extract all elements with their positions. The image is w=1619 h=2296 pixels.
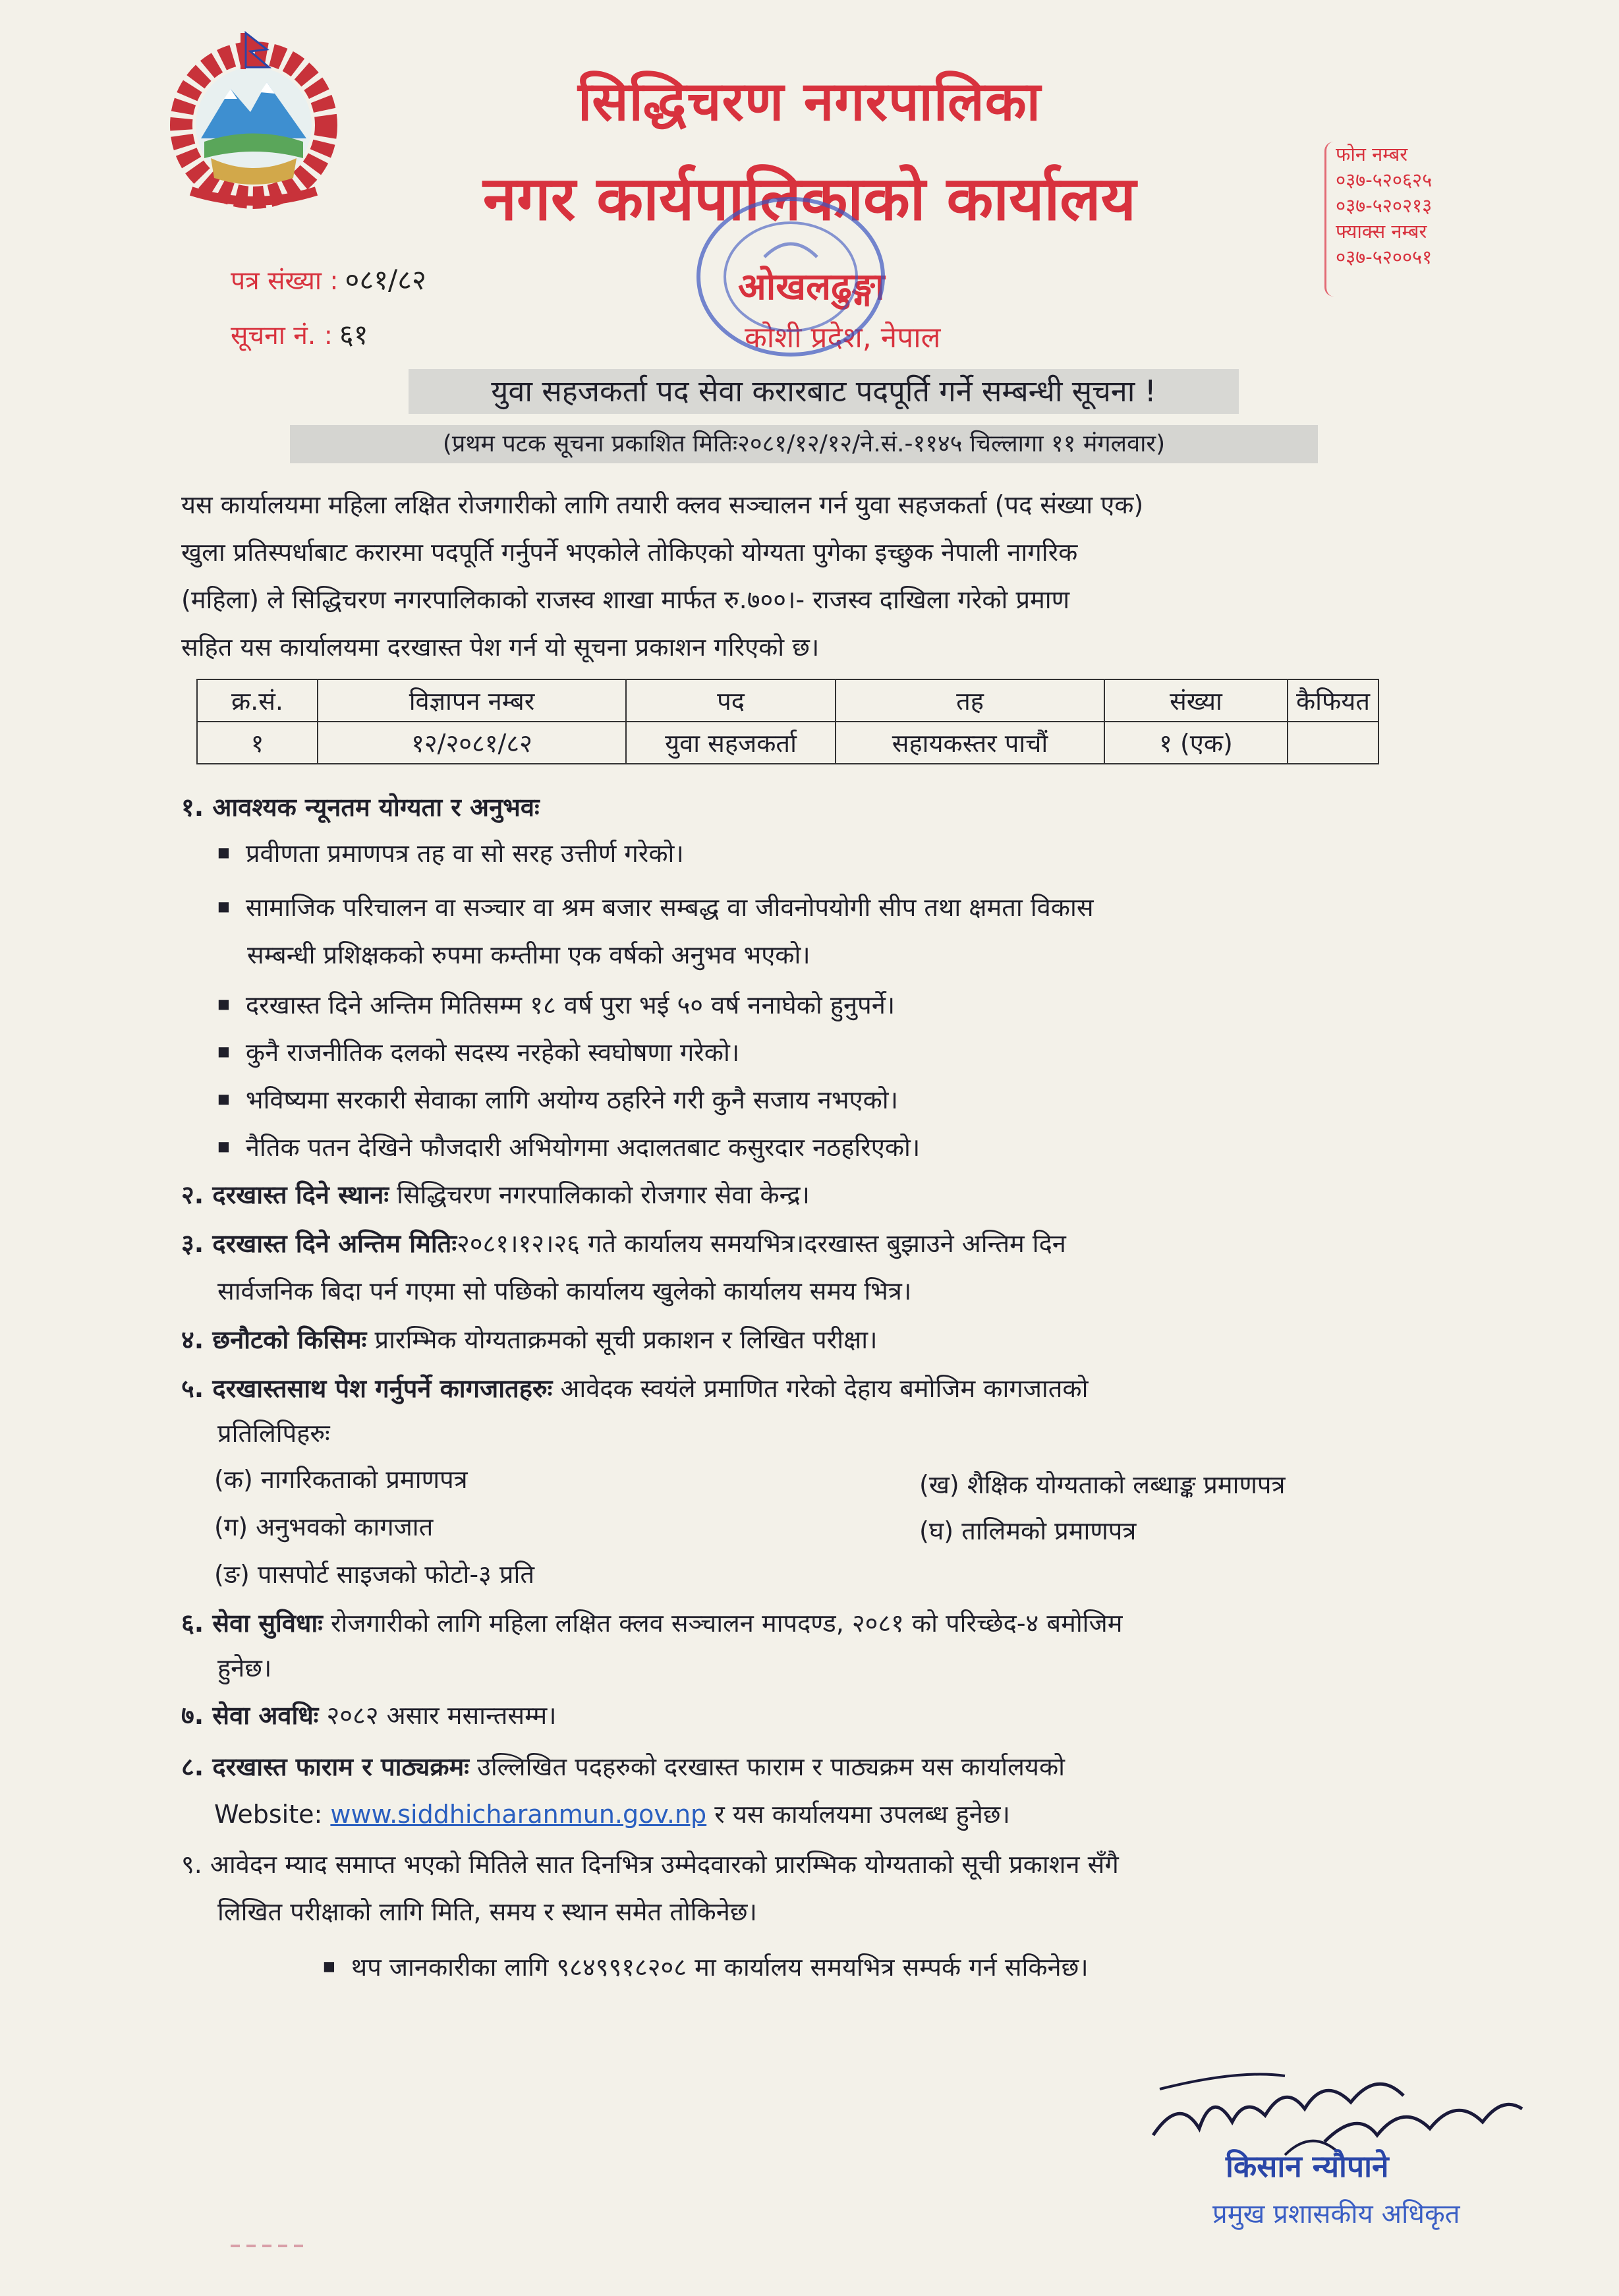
table-row [197, 722, 1378, 764]
letter-number [231, 260, 426, 298]
qualification-item: ■ सामाजिक परिचालन वा सञ्चार वा श्रम बजार सम्बद्ध वा जीवनोपयोगी सीप तथा क्षमता विकास [217, 890, 1094, 924]
section-7 [181, 1698, 557, 1732]
section-4-label: ४. छनौटको किसिमः [181, 1325, 367, 1354]
document-item: (ङ) पासपोर्ट साइजको फोटो-३ प्रति [214, 1560, 535, 1589]
document-item: (घ) तालिमको प्रमाणपत्र [919, 1516, 1137, 1545]
document-item: (ग) अनुभवको कागजात [214, 1512, 434, 1541]
table-cell: युवा सहजकर्ता [626, 722, 836, 764]
qualification-item: ■ भविष्यमा सरकारी सेवाका लागि अयोग्य ठहरिने गरी कुनै सजाय नभएको। [217, 1082, 898, 1116]
section-8-text: उल्लिखित पदहरुको दरखास्त फाराम र पाठ्यक्रम यस कार्यालयको [477, 1752, 1065, 1781]
table-cell: १२/२०८१/८२ [318, 722, 626, 764]
section-9: ९. आवेदन म्याद समाप्त भएको मितिले सात दिनभित्र उम्मेदवारको प्रारम्भिक योग्यताको सूची प्रकाशन सँगै [181, 1850, 1119, 1879]
qualification-item-continued: सम्बन्धी प्रशिक्षकको रुपमा कम्तीमा एक वर्षको अनुभव भएको। [247, 940, 810, 969]
intro-line: (महिला) ले सिद्धिचरण नगरपालिकाको राजस्व शाखा मार्फत रु.७००।- राजस्व दाखिला गरेको प्रमाण [181, 585, 1070, 614]
section-8-label: ८. दरखास्त फाराम र पाठ्यक्रमः [181, 1752, 469, 1781]
notice-subtitle: (प्रथम पटक सूचना प्रकाशित मितिः२०८१/१२/१२/ने.सं.-११४५ चिल्लागा ११ मंगलवार) [290, 425, 1318, 463]
table-header: तह [836, 679, 1104, 722]
notice-number-value: ६१ [339, 318, 368, 351]
letter-number-value: ०८१/८२ [345, 264, 426, 296]
signatory-name: किसान न्यौपाने [1226, 2148, 1389, 2184]
table-cell [1288, 722, 1378, 764]
table-cell: १ [197, 722, 318, 764]
section-4 [181, 1322, 878, 1356]
intro-line: खुला प्रतिस्पर्धाबाट करारमा पदपूर्ति गर्नुपर्ने भएकोले तोकिएको योग्यता पुगेका इच्छुक नेपाली नागरिक [181, 538, 1078, 567]
handwritten-signature-icon [1140, 2030, 1535, 2162]
section-6-label: ६. सेवा सुविधाः [181, 1609, 323, 1638]
table-header: क्र.सं. [197, 679, 318, 722]
intro-line: यस कार्यालयमा महिला लक्षित रोजगारीको लागि तयारी क्लव सञ्चालन गर्न युवा सहजकर्ता (पद संख्या एक) [181, 490, 1144, 519]
contact-note: ■ थप जानकारीका लागि ९८४९९१८२०८ मा कार्यालय समयभित्र सम्पर्क गर्न सकिनेछ। [323, 1949, 1089, 1984]
section-3 [181, 1226, 1066, 1260]
office-stamp-icon [685, 185, 896, 369]
section-2-label: २. दरखास्त दिने स्थानः [181, 1180, 389, 1209]
fax-label: फ्याक्स नम्बर [1336, 220, 1427, 243]
signatory-title: प्रमुख प्रशासकीय अधिकृत [1212, 2199, 1460, 2229]
notice-number-label: सूचना नं. : [231, 321, 333, 351]
section-6-text: रोजगारीको लागि महिला लक्षित क्लव सञ्चालन मापदण्ड, २०८१ को परिच्छेद-४ बमोजिम [330, 1609, 1123, 1638]
section-7-text: २०८२ असार मसान्तसम्म। [326, 1701, 557, 1730]
table-header: संख्या [1104, 679, 1288, 722]
table-header: विज्ञापन नम्बर [318, 679, 626, 722]
table-header-row [197, 679, 1378, 722]
phone-number-2: ०३७-५२०२१३ [1336, 194, 1433, 217]
notice-number [231, 315, 368, 353]
letter-number-label: पत्र संख्या : [231, 266, 339, 296]
section-6-continued: हुनेछ। [217, 1653, 272, 1682]
section-9-continued: लिखित परीक्षाको लागि मिति, समय र स्थान समेत तोकिनेछ। [217, 1897, 757, 1926]
section-8-website [214, 1796, 1010, 1831]
fax-number: ०३७-५२००५१ [1336, 246, 1433, 268]
section-3-continued: सार्वजनिक बिदा पर्न गएमा सो पछिको कार्यालय खुलेको कार्यालय समय भित्र। [217, 1277, 912, 1306]
section-8-text-continued: र यस कार्यालयमा उपलब्ध हुनेछ। [714, 1800, 1010, 1829]
table-header: कैफियत [1288, 679, 1378, 722]
section-1-heading: १. आवश्यक न्यूनतम योग्यता र अनुभवः [181, 793, 540, 822]
office-name: नगर कार्यपालिकाको कार्यालय [482, 163, 1137, 234]
section-2-text: सिद्धिचरण नगरपालिकाको रोजगार सेवा केन्द्र। [397, 1180, 810, 1209]
section-4-text: प्रारम्भिक योग्यताक्रमको सूची प्रकाशन र लिखित परीक्षा। [374, 1325, 878, 1354]
table-cell: सहायकस्तर पाचौं [836, 722, 1104, 764]
section-3-label: ३. दरखास्त दिने अन्तिम मितिः [181, 1229, 457, 1258]
notice-title: युवा सहजकर्ता पद सेवा करारबाट पदपूर्ति गर्ने सम्बन्धी सूचना ! [409, 369, 1239, 414]
qualification-item: ■ प्रवीणता प्रमाणपत्र तह वा सो सरह उत्तीर्ण गरेको। [217, 836, 684, 870]
qualification-item: ■ दरखास्त दिने अन्तिम मितिसम्म १८ वर्ष पुरा भई ५० वर्ष ननाघेको हुनुपर्ने। [217, 987, 895, 1021]
section-8 [181, 1749, 1065, 1783]
vacancy-table [196, 679, 1379, 764]
municipality-name: सिद्धिचरण नगरपालिका [578, 71, 1041, 133]
province-name: कोशी प्रदेश, नेपाल [745, 321, 941, 355]
document-item: (क) नागरिकताको प्रमाणपत्र [214, 1465, 468, 1494]
website-link[interactable]: www.siddhicharanmun.gov.np [330, 1800, 707, 1829]
section-5 [181, 1371, 1088, 1405]
table-cell: १ (एक) [1104, 722, 1288, 764]
section-5-label: ५. दरखास्तसाथ पेश गर्नुपर्ने कागजातहरुः [181, 1374, 553, 1403]
intro-paragraph [181, 481, 1394, 671]
qualification-item: ■ कुनै राजनीतिक दलको सदस्य नरहेको स्वघोषणा गरेको। [217, 1035, 739, 1069]
website-label: Website: [214, 1800, 323, 1829]
section-5-text: आवेदक स्वयंले प्रमाणित गरेको देहाय बमोजिम कागजातको [560, 1374, 1089, 1403]
section-3-text: २०८१।१२।२६ गते कार्यालय समयभित्र।दरखास्त बुझाउने अन्तिम दिन [457, 1229, 1066, 1258]
contact-info [1324, 142, 1507, 297]
district-name: ओखलढुङ्गा [738, 266, 885, 308]
table-header: पद [626, 679, 836, 722]
section-5-continued: प्रतिलिपिहरुः [217, 1419, 330, 1448]
phone-label: फोन नम्बर [1336, 143, 1408, 165]
section-6 [181, 1605, 1122, 1640]
section-7-label: ७. सेवा अवधिः [181, 1701, 319, 1730]
section-2 [181, 1177, 810, 1211]
document-item: (ख) शैक्षिक योग्यताको लब्धाङ्क प्रमाणपत्र [919, 1470, 1286, 1499]
intro-line: सहित यस कार्यालयमा दरखास्त पेश गर्न यो सूचना प्रकाशन गरिएको छ। [181, 633, 820, 662]
phone-number-1: ०३७-५२०६२५ [1336, 169, 1433, 191]
qualification-item: ■ नैतिक पतन देखिने फौजदारी अभियोगमा अदालतबाट कसुरदार नठहरिएको। [217, 1130, 920, 1164]
decorative-dash-icon [231, 2244, 303, 2248]
